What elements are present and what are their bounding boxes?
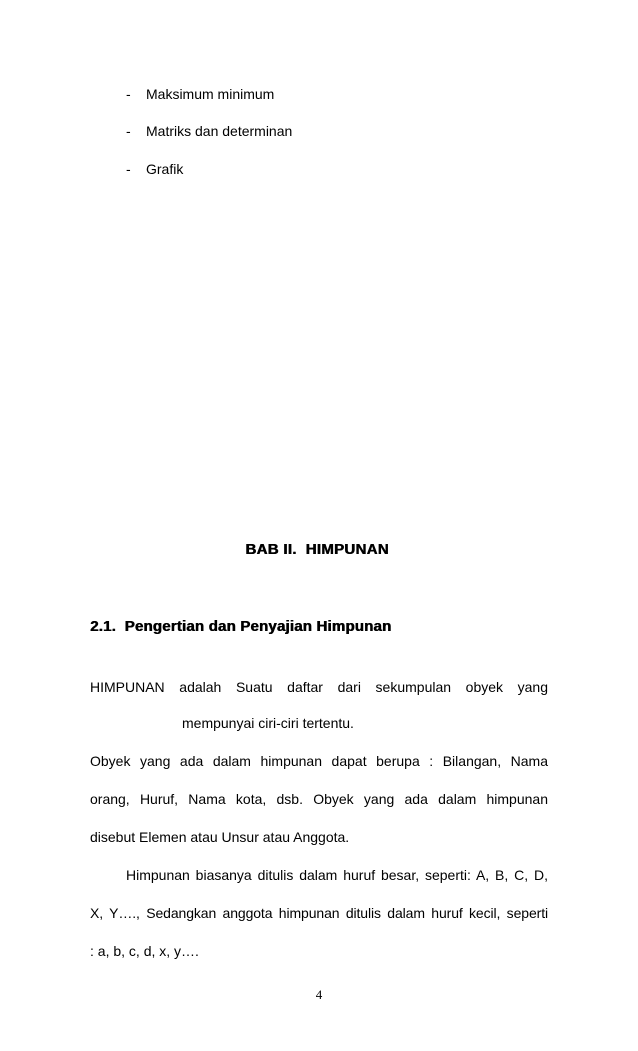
body-line: X, Y…., Sedangkan anggota himpunan ditulis dalam huruf kecil, seperti <box>90 905 548 921</box>
bullet-dash: - <box>126 161 131 177</box>
body-line: mempunyai ciri-ciri tertentu. <box>182 715 354 731</box>
section-title-text: 2.1. Pengertian dan Penyajian Himpunan <box>90 618 392 635</box>
body-line: disebut Elemen atau Unsur atau Anggota. <box>90 829 350 845</box>
bullet-text: Matriks dan determinan <box>146 123 293 139</box>
body-line: HIMPUNAN adalah Suatu daftar dari sekumpulan obyek yang <box>90 679 548 695</box>
bullet-dash: - <box>126 123 131 139</box>
bullet-item <box>126 122 292 140</box>
body-line: : a, b, c, d, x, y…. <box>90 943 199 959</box>
bullet-item <box>126 160 183 178</box>
chapter-title-text: BAB II. HIMPUNAN <box>245 541 389 558</box>
bullet-text: Grafik <box>146 161 184 177</box>
body-line: Obyek yang ada dalam himpunan dapat berupa : Bilangan, Nama <box>90 753 548 769</box>
bullet-item <box>126 85 274 103</box>
body-line: Himpunan biasanya ditulis dalam huruf besar, seperti: A, B, C, D, <box>126 867 548 883</box>
body-line: orang, Huruf, Nama kota, dsb. Obyek yang ada dalam himpunan <box>90 791 548 807</box>
chapter-title <box>0 541 638 558</box>
section-title <box>90 618 391 635</box>
page-number: 4 <box>315 987 323 1002</box>
bullet-text: Maksimum minimum <box>146 86 275 102</box>
bullet-dash: - <box>126 86 131 102</box>
